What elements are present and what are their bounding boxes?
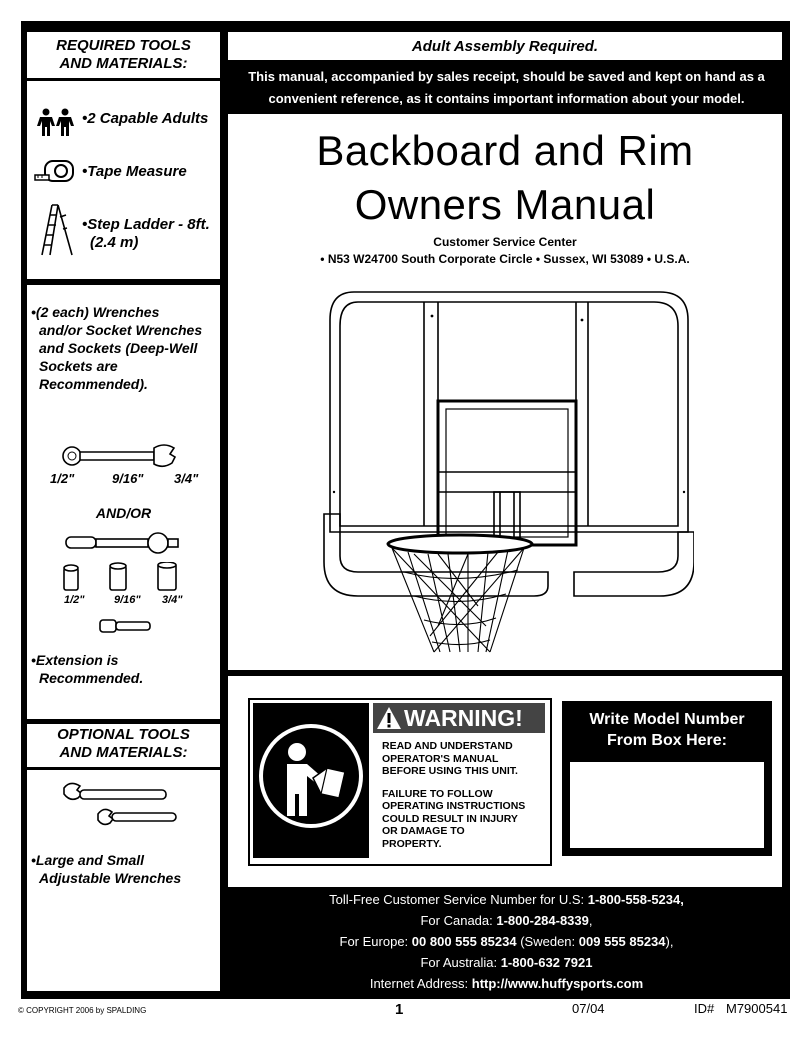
two-adults-icon bbox=[36, 108, 76, 136]
tape-measure-icon bbox=[33, 158, 77, 184]
copyright: © COPYRIGHT 2006 by SPALDING bbox=[18, 1006, 147, 1015]
backboard-and-rim-illustration bbox=[318, 286, 694, 654]
warning-text: READ AND UNDERSTAND OPERATOR'S MANUAL BEFORE USING THIS UNIT. FAILURE TO FOLLOW OPERATING INSTRUCTIONS COULD RESULT IN INJURY OR DAMAGE TO PROPERTY. bbox=[382, 740, 526, 850]
socket-size-1: 1/2" bbox=[64, 594, 85, 606]
socket-size-2: 9/16" bbox=[114, 594, 141, 606]
read-manual-icon bbox=[257, 722, 365, 830]
socket-wrench-icon bbox=[62, 529, 182, 557]
optional-tools-title: OPTIONAL TOOLS AND MATERIALS: bbox=[57, 726, 190, 761]
wrench-size-1: 1/2" bbox=[50, 471, 75, 486]
date-code: 07/04 bbox=[572, 1001, 605, 1016]
wrench-size-2: 9/16" bbox=[112, 471, 144, 486]
wrench-size-3: 3/4" bbox=[174, 471, 199, 486]
step-ladder-icon bbox=[38, 203, 76, 257]
divider bbox=[27, 767, 220, 770]
wrench-text: •(2 each) Wrenches and/or Socket Wrenches and Sockets (Deep-Well Sockets are Recommended). bbox=[31, 304, 203, 392]
customer-service-center: Customer Service Center • N53 W24700 South Corporate Circle • Sussex, WI 53089 • U.S.A. bbox=[320, 235, 690, 266]
model-number-label: Write Model Number From Box Here: bbox=[589, 711, 745, 749]
warning-triangle-icon bbox=[376, 706, 402, 730]
manual-notice: This manual, accompanied by sales receipt, should be saved and kept on hand as a convenient reference, as it contains important information about your model. bbox=[248, 69, 765, 106]
item-tape-measure: •Tape Measure bbox=[82, 163, 187, 180]
internet-address: Internet Address: http://www.huffysports.com bbox=[369, 976, 644, 991]
sockets-icon bbox=[60, 562, 182, 594]
us-contact: Toll-Free Customer Service Number for U.S: 1-800-558-5234, bbox=[329, 892, 684, 907]
page-number: 1 bbox=[395, 1001, 404, 1018]
and-or-label: AND/OR bbox=[95, 505, 152, 521]
manual-title: Backboard and Rim Owners Manual bbox=[316, 127, 694, 228]
item-adults: •2 Capable Adults bbox=[82, 110, 209, 127]
required-tools-title: REQUIRED TOOLS AND MATERIALS: bbox=[56, 37, 191, 72]
adult-assembly-required: Adult Assembly Required. bbox=[411, 38, 599, 55]
extension-bar-icon bbox=[96, 615, 156, 637]
canada-contact: For Canada: 1-800-284-8339, bbox=[420, 913, 593, 928]
europe-contact: For Europe: 00 800 555 85234 (Sweden: 009 555 85234), bbox=[339, 934, 674, 949]
warning-heading: WARNING! bbox=[404, 705, 523, 731]
socket-size-3: 3/4" bbox=[162, 594, 183, 606]
adjustable-text: •Large and Small Adjustable Wrenches bbox=[31, 852, 182, 886]
model-number-field[interactable] bbox=[570, 762, 764, 848]
id-value: M7900541 bbox=[726, 1001, 788, 1016]
combination-wrench-icon bbox=[60, 440, 180, 474]
id-label: ID# bbox=[694, 1001, 715, 1016]
australia-contact: For Australia: 1-800-632 7921 bbox=[420, 955, 593, 970]
divider bbox=[27, 78, 220, 81]
adjustable-wrenches-icon bbox=[62, 780, 186, 830]
extension-text: •Extension is Recommended. bbox=[31, 652, 144, 686]
item-step-ladder: •Step Ladder - 8ft. (2.4 m) bbox=[82, 216, 210, 251]
